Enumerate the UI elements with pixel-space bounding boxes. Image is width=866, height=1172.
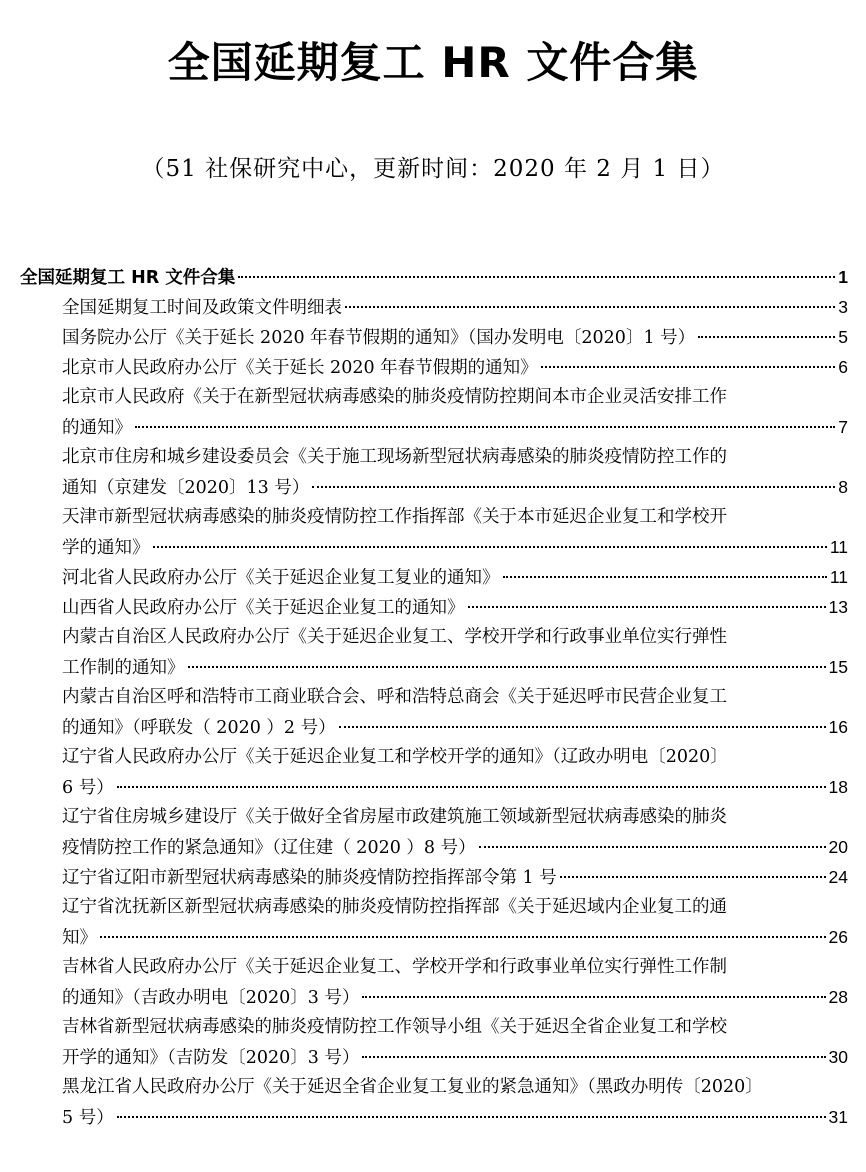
toc-entry-line [0, 1072, 866, 1102]
toc-entry-title: 辽宁省住房城乡建设厅《关于做好全省房屋市政建筑施工领域新型冠状病毒感染的肺炎 [62, 807, 727, 827]
toc-page-number: 3 [838, 297, 848, 317]
toc-entry-line [0, 442, 866, 472]
dot-leader [345, 306, 835, 308]
document-title: 全国延期复工 HR 文件合集 [167, 38, 699, 87]
toc-entry[interactable] [0, 502, 866, 562]
toc-entry[interactable] [0, 322, 866, 352]
toc-page-number: 30 [828, 1047, 848, 1067]
toc-entry-title: 全国延期复工时间及政策文件明细表 [62, 298, 342, 318]
toc-page-number: 28 [828, 987, 848, 1007]
toc-entry[interactable] [0, 562, 866, 592]
dot-leader [698, 336, 835, 338]
toc-entry[interactable] [0, 802, 866, 862]
dot-leader [312, 486, 835, 488]
toc-entry[interactable] [0, 352, 866, 382]
toc-page-number: 15 [828, 657, 848, 677]
dot-leader [362, 996, 825, 998]
toc-page-number: 11 [829, 567, 848, 587]
toc-page-number: 18 [828, 777, 848, 797]
toc-entry-title-continued: 通知（京建发〔2020〕13 号） [62, 478, 310, 498]
toc-entry-line [0, 892, 866, 922]
toc-entry[interactable] [0, 1072, 866, 1132]
toc-entry-line [0, 592, 866, 622]
toc-entry-title: 全国延期复工 HR 文件合集 [20, 268, 236, 288]
toc-entry-line [0, 862, 866, 892]
toc-entry-title: 天津市新型冠状病毒感染的肺炎疫情防控工作指挥部《关于本市延迟企业复工和学校开 [62, 507, 727, 527]
toc-entry-title: 北京市人民政府《关于在新型冠状病毒感染的肺炎疫情防控期间本市企业灵活安排工作 [62, 387, 727, 407]
dot-leader [541, 366, 836, 368]
toc-entry-line [0, 412, 866, 442]
toc-page-number: 20 [828, 837, 848, 857]
toc-page-number: 31 [828, 1107, 848, 1127]
toc-entry-line [0, 622, 866, 652]
toc-entry-title-continued: 学的通知》 [62, 538, 150, 558]
toc-entry-line [0, 502, 866, 532]
toc-entry-title-continued: 开学的通知》（吉防发〔2020〕3 号） [62, 1048, 360, 1068]
toc-entry-title: 北京市人民政府办公厅《关于延长 2020 年春节假期的通知》 [62, 358, 538, 378]
toc-page-number: 8 [838, 477, 848, 497]
toc-entry-line [0, 982, 866, 1012]
toc-entry[interactable] [0, 292, 866, 322]
toc-page-number: 1 [838, 267, 848, 287]
toc-page-number: 26 [828, 927, 848, 947]
toc-page-number: 11 [829, 537, 848, 557]
toc-entry-title: 国务院办公厅《关于延长 2020 年春节假期的通知》（国办发明电〔2020〕1 号） [62, 328, 696, 348]
toc-entry[interactable] [0, 622, 866, 682]
toc-entry-line [0, 322, 866, 352]
toc-entry[interactable] [0, 682, 866, 742]
toc-page-number: 24 [828, 867, 848, 887]
toc-entry-line [0, 772, 866, 802]
toc-page-number: 13 [828, 597, 848, 617]
dot-leader [135, 426, 835, 428]
dot-leader [503, 576, 827, 578]
dot-leader [339, 726, 826, 728]
toc-entry-line [0, 712, 866, 742]
toc-entry[interactable] [0, 442, 866, 502]
toc-entry-title: 辽宁省辽阳市新型冠状病毒感染的肺炎疫情防控指挥部令第 1 号 [62, 868, 557, 888]
toc-entry-title: 吉林省新型冠状病毒感染的肺炎疫情防控工作领导小组《关于延迟全省企业复工和学校 [62, 1017, 727, 1037]
toc-entry-line [0, 802, 866, 832]
toc-entry-line [0, 832, 866, 862]
toc-entry[interactable] [0, 742, 866, 802]
toc-entry-title-continued: 的通知》 [62, 418, 132, 438]
toc-entry[interactable] [0, 1012, 866, 1072]
toc-entry-title-continued: 5 号） [62, 1108, 114, 1128]
toc-entry-line [0, 352, 866, 382]
dot-leader [362, 1056, 825, 1058]
toc-entry-title: 辽宁省沈抚新区新型冠状病毒感染的肺炎疫情防控指挥部《关于延迟域内企业复工的通 [62, 897, 727, 917]
document-subtitle: （51 社保研究中心，更新时间：2020 年 2 月 1 日） [141, 156, 725, 182]
toc-entry-title: 吉林省人民政府办公厅《关于延迟企业复工、学校开学和行政事业单位实行弹性工作制 [62, 957, 727, 977]
toc-entry-title: 北京市住房和城乡建设委员会《关于施工现场新型冠状病毒感染的肺炎疫情防控工作的 [62, 447, 727, 467]
toc-entry-title: 内蒙古自治区人民政府办公厅《关于延迟企业复工、学校开学和行政事业单位实行弹性 [62, 627, 727, 647]
toc-entry[interactable] [0, 382, 866, 442]
toc-page-number: 7 [838, 417, 848, 437]
dot-leader [560, 876, 826, 878]
toc-entry-line [0, 1102, 866, 1132]
toc-entry-line [0, 1012, 866, 1042]
toc-entry-title-continued: 疫情防控工作的紧急通知》（辽住建（ 2020 ）8 号） [62, 838, 476, 858]
dot-leader [468, 606, 826, 608]
toc-entry-line [0, 472, 866, 502]
toc-entry-line [0, 1042, 866, 1072]
toc-entry-line [0, 532, 866, 562]
toc-entry-title: 黑龙江省人民政府办公厅《关于延迟全省企业复工复业的紧急通知》（黑政办明传〔2020〕 [62, 1077, 763, 1097]
toc-entry-title: 河北省人民政府办公厅《关于延迟企业复工复业的通知》 [62, 568, 500, 588]
toc-entry-line [0, 292, 866, 322]
toc-entry[interactable] [0, 862, 866, 892]
toc-entry-title: 山西省人民政府办公厅《关于延迟企业复工的通知》 [62, 598, 465, 618]
toc-entry-title: 辽宁省人民政府办公厅《关于延迟企业复工和学校开学的通知》（辽政办明电〔2020〕 [62, 747, 728, 767]
table-of-contents [0, 262, 866, 1132]
toc-entry-title: 内蒙古自治区呼和浩特市工商业联合会、呼和浩特总商会《关于延迟呼市民营企业复工 [62, 687, 727, 707]
toc-entry-line [0, 562, 866, 592]
dot-leader [188, 666, 826, 668]
toc-entry-line [0, 382, 866, 412]
toc-entry-title-continued: 6 号） [62, 778, 114, 798]
toc-entry-title-continued: 知》 [62, 928, 97, 948]
dot-leader [100, 936, 826, 938]
toc-entry-line [0, 682, 866, 712]
toc-entry-line [0, 952, 866, 982]
toc-page-number: 16 [828, 717, 848, 737]
toc-entry-top[interactable] [0, 262, 866, 292]
toc-page-number: 6 [838, 357, 848, 377]
toc-page-number: 5 [838, 327, 848, 347]
dot-leader [117, 786, 826, 788]
dot-leader [117, 1116, 826, 1118]
toc-entry-title-continued: 的通知》（呼联发（ 2020 ）2 号） [62, 718, 336, 738]
toc-entry-line [0, 652, 866, 682]
dot-leader [479, 846, 826, 848]
dot-leader [153, 546, 827, 548]
dot-leader [238, 276, 835, 278]
toc-entry-line [0, 742, 866, 772]
toc-entry-title-continued: 的通知》（吉政办明电〔2020〕3 号） [62, 988, 360, 1008]
toc-entry[interactable] [0, 952, 866, 1012]
toc-entry[interactable] [0, 892, 866, 952]
toc-entry-line [0, 922, 866, 952]
toc-entry[interactable] [0, 592, 866, 622]
toc-entry-title-continued: 工作制的通知》 [62, 658, 185, 678]
